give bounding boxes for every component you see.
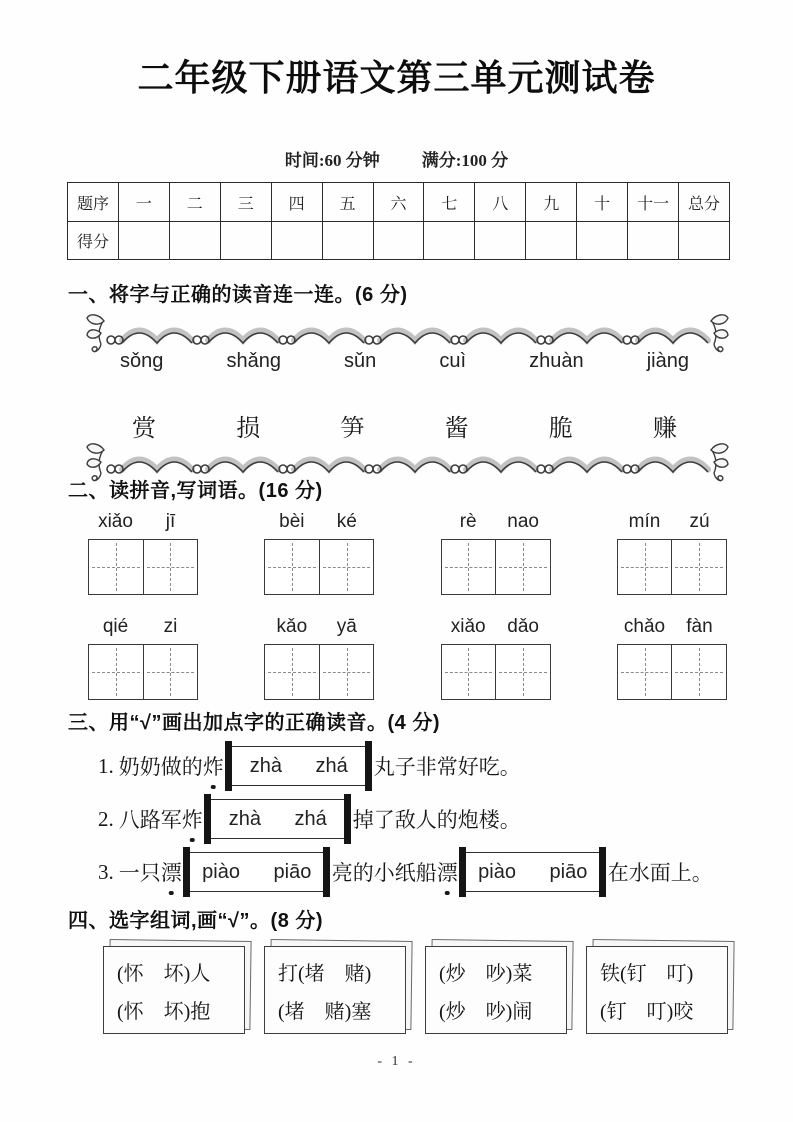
question-number: 2. — [98, 806, 114, 831]
character-option-row — [80, 408, 735, 447]
pinyin-word-label — [441, 511, 551, 537]
card-line: (怀 坏)抱 — [117, 1000, 211, 1023]
pinyin-option: jiàng — [646, 350, 689, 372]
writing-grid-cell — [265, 540, 319, 594]
sentence-text: 一只 — [118, 861, 161, 885]
score-cell-empty — [424, 222, 475, 260]
card-line: (怀 坏)人 — [117, 962, 211, 985]
character-option: 赚 — [652, 416, 677, 442]
writing-grid-cell — [442, 540, 496, 594]
writing-grid — [88, 539, 198, 595]
card-line: (炒 吵)菜 — [439, 962, 533, 985]
writing-grid-cell — [618, 540, 672, 594]
word-group — [617, 511, 727, 595]
writing-grid — [441, 644, 551, 700]
character-option: 赏 — [132, 416, 156, 442]
writing-grid-cell — [495, 645, 550, 699]
pinyin-choice-banner: piào piāo — [186, 852, 328, 892]
writing-grid — [264, 644, 374, 700]
writing-grid-cell — [442, 645, 496, 699]
character-option: 脆 — [548, 416, 573, 442]
card-line: 打(堵 赌) — [278, 962, 372, 985]
writing-grid-cell — [495, 540, 550, 594]
score-table-header-row — [68, 183, 730, 222]
dotted-character: 炸 — [203, 751, 224, 781]
word-grid-row — [88, 616, 727, 700]
page-title: 二年级下册语文第三单元测试卷 — [137, 57, 656, 98]
score-header-cell: 十 — [577, 183, 628, 222]
writing-grid-cell — [143, 645, 198, 699]
section2-heading: 二、读拼音,写词语。(16 分) — [68, 480, 323, 502]
score-cell-empty — [220, 222, 271, 260]
score-table — [67, 182, 730, 260]
decorative-scroll-border — [80, 447, 735, 477]
word-group — [88, 616, 198, 700]
score-header-cell: 三 — [220, 183, 271, 222]
pinyin-syllable: nao — [507, 511, 539, 532]
word-group — [441, 616, 551, 700]
score-cell-empty — [526, 222, 577, 260]
question-sentence-1 — [98, 746, 521, 786]
pinyin-syllable: bèi — [279, 511, 305, 532]
word-group — [264, 616, 374, 700]
score-cell-empty — [118, 222, 169, 260]
sentence-text: 在水面上。 — [607, 861, 713, 885]
score-header-cell: 八 — [475, 183, 526, 222]
score-cell-empty — [475, 222, 526, 260]
writing-grid — [88, 644, 198, 700]
pinyin-option: zhuàn — [529, 350, 584, 372]
choice-card — [586, 946, 728, 1034]
card-line: (炒 吵)闹 — [439, 1000, 533, 1023]
writing-grid — [617, 539, 727, 595]
score-cell-empty — [679, 222, 730, 260]
word-group — [88, 511, 198, 595]
score-cell-empty — [577, 222, 628, 260]
pinyin-syllable: chǎo — [623, 616, 666, 637]
score-cell-empty — [373, 222, 424, 260]
score-header-cell: 总分 — [679, 183, 730, 222]
writing-grid-cell — [671, 645, 726, 699]
decorative-scroll-border — [80, 318, 735, 348]
score-cell-empty — [271, 222, 322, 260]
score-header-cell: 九 — [526, 183, 577, 222]
score-cell-empty — [628, 222, 679, 260]
pinyin-syllable: zú — [689, 511, 710, 532]
dotted-character: 炸 — [182, 804, 203, 834]
pinyin-syllable: mín — [628, 511, 661, 532]
score-cell-empty — [169, 222, 220, 260]
word-group — [264, 511, 374, 595]
question-sentence-3 — [98, 852, 713, 892]
score-table-score-row — [68, 222, 730, 260]
score-header-cell: 四 — [271, 183, 322, 222]
question-number: 3. — [98, 859, 114, 884]
pinyin-choice-banner: piào piāo — [462, 852, 604, 892]
pinyin-syllable: ké — [336, 511, 357, 532]
leaf-ornament-icon — [87, 315, 104, 352]
writing-grid-cell — [671, 540, 726, 594]
dotted-character: 漂 — [161, 857, 182, 887]
leaf-ornament-icon — [711, 444, 728, 481]
pinyin-syllable: qié — [102, 616, 129, 637]
score-header-cell: 一 — [118, 183, 169, 222]
choice-card — [103, 946, 245, 1034]
choice-cards-row — [103, 946, 728, 1034]
pinyin-word-label — [617, 616, 727, 642]
pinyin-option: shǎng — [226, 350, 281, 372]
pinyin-choice-banner: zhà zhá — [207, 799, 349, 839]
sentence-text: 八路军 — [118, 808, 182, 832]
writing-grid-cell — [143, 540, 198, 594]
choice-card — [264, 946, 406, 1034]
card-line: (钉 叮)咬 — [600, 1000, 694, 1023]
question-number: 1. — [98, 753, 114, 778]
pinyin-syllable: rè — [459, 511, 477, 532]
score-row-label: 得分 — [68, 222, 119, 260]
leaf-ornament-icon — [711, 315, 728, 352]
card-line: (堵 赌)塞 — [278, 1000, 372, 1023]
sentence-text: 丸子非常好吃。 — [373, 755, 521, 779]
word-grid-row — [88, 511, 727, 595]
pinyin-syllable: fàn — [686, 616, 713, 637]
choice-card — [425, 946, 567, 1034]
pinyin-option-row — [80, 348, 735, 373]
exam-meta — [0, 146, 793, 171]
pinyin-syllable: xiǎo — [98, 511, 133, 532]
pinyin-word-label — [617, 511, 727, 537]
section1-heading: 一、将字与正确的读音连一连。(6 分) — [68, 284, 408, 306]
pinyin-syllable: xiǎo — [450, 616, 486, 637]
sentence-text: 掉了敌人的炮楼。 — [352, 808, 521, 832]
pinyin-word-label — [264, 616, 374, 642]
dotted-character: 漂 — [437, 857, 458, 887]
pinyin-option: sǔn — [344, 350, 377, 372]
writing-grid-cell — [319, 540, 374, 594]
word-group — [441, 511, 551, 595]
score-header-cell: 十一 — [628, 183, 679, 222]
score-header-cell: 六 — [373, 183, 424, 222]
pinyin-word-label — [441, 616, 551, 642]
pinyin-syllable: kǎo — [276, 616, 308, 637]
pinyin-word-label — [264, 511, 374, 537]
pinyin-syllable: zi — [163, 616, 178, 637]
sentence-text: 亮的小纸船 — [331, 861, 437, 885]
writing-grid — [264, 539, 374, 595]
score-header-cell: 题序 — [68, 183, 119, 222]
character-option: 笋 — [340, 416, 365, 442]
character-option: 酱 — [444, 416, 469, 442]
pinyin-word-label — [88, 511, 198, 537]
pinyin-choice-banner: zhà zhá — [228, 746, 370, 786]
exam-time: 时间:60 分钟 — [284, 151, 380, 170]
writing-grid-cell — [89, 540, 143, 594]
pinyin-syllable: dǎo — [507, 616, 539, 637]
writing-grid-cell — [618, 645, 672, 699]
score-cell-empty — [322, 222, 373, 260]
pinyin-word-label — [88, 616, 198, 642]
score-header-cell: 七 — [424, 183, 475, 222]
writing-grid — [617, 644, 727, 700]
character-scroll-band — [80, 408, 735, 477]
pinyin-option: sǒng — [120, 350, 164, 372]
page-number: - 1 - — [377, 1054, 416, 1069]
score-header-cell: 五 — [322, 183, 373, 222]
pinyin-syllable: yā — [336, 616, 357, 637]
pinyin-syllable: jī — [165, 511, 176, 532]
section4-heading: 四、选字组词,画“√”。(8 分) — [68, 910, 324, 932]
pinyin-option: cuì — [439, 350, 467, 372]
writing-grid-cell — [319, 645, 374, 699]
exam-full-score: 满分:100 分 — [421, 151, 509, 170]
writing-grid-cell — [89, 645, 143, 699]
character-option: 损 — [236, 416, 261, 442]
score-header-cell: 二 — [169, 183, 220, 222]
pinyin-scroll-band — [80, 318, 735, 373]
sentence-text: 奶奶做的 — [118, 755, 203, 779]
word-group — [617, 616, 727, 700]
section3-heading: 三、用“√”画出加点字的正确读音。(4 分) — [68, 712, 440, 734]
writing-grid-cell — [265, 645, 319, 699]
writing-grid — [441, 539, 551, 595]
question-sentence-2 — [98, 799, 521, 839]
card-line: 铁(钉 叮) — [600, 962, 694, 985]
